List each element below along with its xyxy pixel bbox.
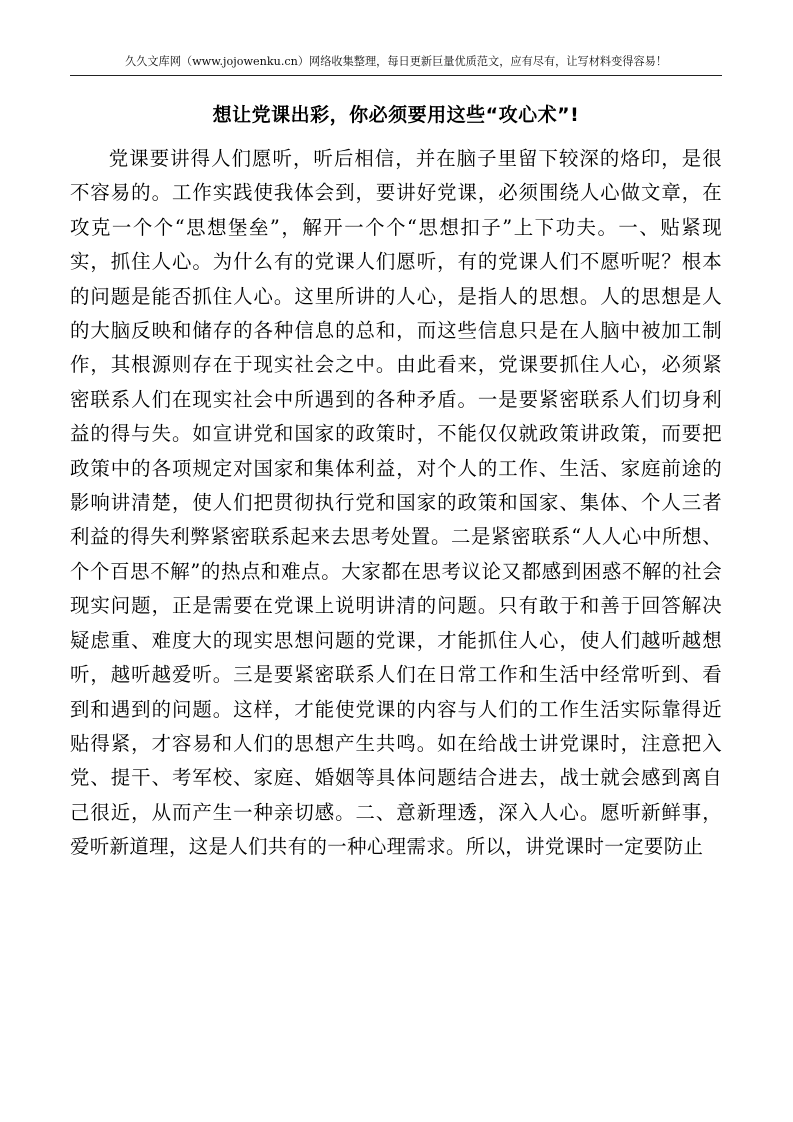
document-body: 党课要讲得人们愿听，听后相信，并在脑子里留下较深的烙印，是很不容易的。工作实践使我体会到，要讲好党课，必须围绕人心做文章，在攻克一个个“思想堡垒”，解开一个个“思想扣子”上下功夫。一、贴紧现实，抓住人心。为什么有的党课人们愿听，有的党课人们不愿听呢？根本的问题是能否抓住人心。这里所讲的人心，是指人的思想。人的思想是人的大脑反映和储存的各种信息的总和，而这些信息只是在人脑中被加工制作，其根源则存在于现实社会之中。由此看来，党课要抓住人心，必须紧密联系人们在现实社会中所遇到的各种矛盾。一是要紧密联系人们切身利益的得与失。如宣讲党和国家的政策时，不能仅仅就政策讲政策，而要把政策中的各项规定对国家和集体利益，对个人的工作、生活、家庭前途的影响讲清楚，使人们把贯彻执行党和国家的政策和国家、集体、个人三者利益的得失利弊紧密联系起来去思考处置。二是紧密联系“人人心中所想、个个百思不解”的热点和难点。大家都在思考议论又都感到困惑不解的社会现实问题，正是需要在党课上说明讲清的问题。只有敢于和善于回答解决疑虑重、难度大的现实思想问题的党课，才能抓住人心，使人们越听越想听，越听越爱听。三是要紧密联系人们在日常工作和生活中经常听到、看到和遇到的问题。这样，才能使党课的内容与人们的工作生活实际靠得近贴得紧，才容易和人们的思想产生共鸣。如在给战士讲党课时，注意把入党、提干、考军校、家庭、婚姻等具体问题结合进去，战士就会感到离自己很近，从而产生一种亲切感。二、意新理透，深入人心。愿听新鲜事，爱听新道理，这是人们共有的一种心理需求。所以，讲党课时一定要防止	[70, 147, 722, 859]
document-title: 想让党课出彩，你必须要用这些“攻心术”!	[212, 104, 580, 126]
header-divider	[70, 75, 722, 76]
page-header: 久久文库网（www.jojowenku.cn）网络收集整理，每日更新巨量优质范文，应有尽有，让写材料变得容易！	[124, 55, 668, 68]
